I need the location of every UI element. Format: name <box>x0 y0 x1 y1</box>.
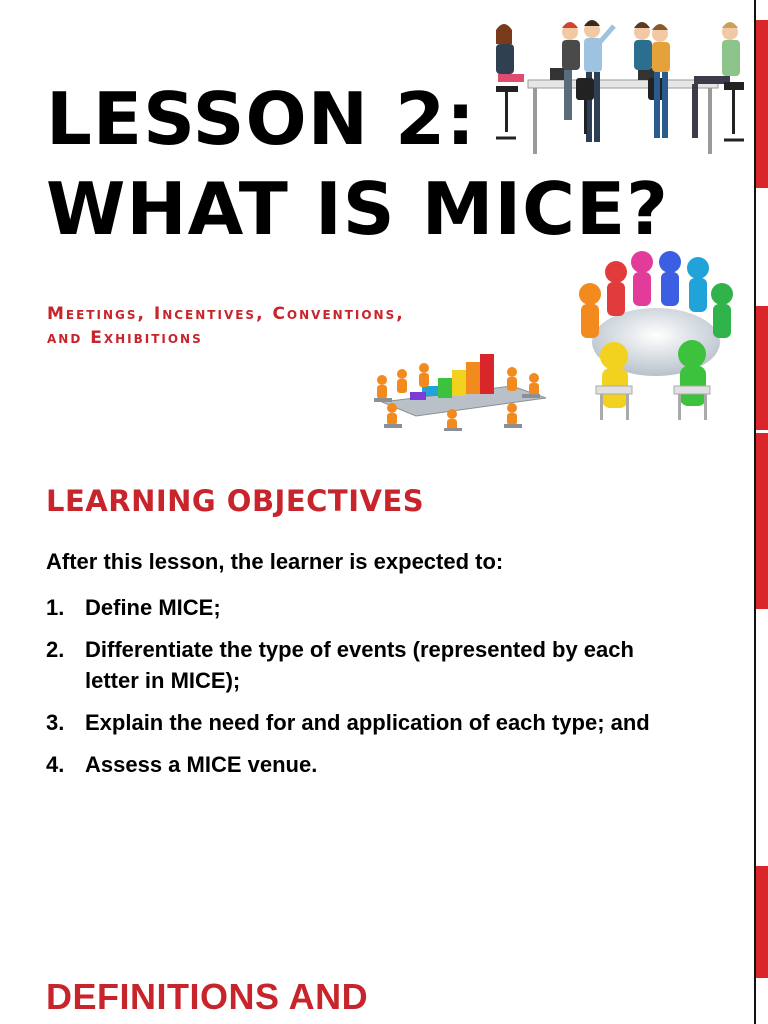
objectives-heading: LEARNING OBJECTIVES <box>46 484 425 518</box>
list-item-number: 4. <box>46 752 65 777</box>
list-item <box>46 749 686 780</box>
list-item-text: Explain the need for and application of each type; and <box>85 710 650 735</box>
list-item-text: Assess a MICE venue. <box>85 752 318 777</box>
definitions-title: DEFINITIONS AND <box>46 976 369 1017</box>
lesson-subtitle <box>47 302 567 350</box>
list-item <box>46 634 686 696</box>
slide-accent-bar <box>756 866 768 978</box>
round-table-people-illustration <box>556 246 750 432</box>
list-item <box>46 592 686 623</box>
office-meeting-people-illustration <box>488 20 750 158</box>
list-item-text: Differentiate the type of events (represented by each letter in MICE); <box>85 637 634 693</box>
subtitle-line2: and Exhibitions <box>47 328 203 348</box>
lesson-title-line2: WHAT IS MICE? <box>46 167 669 251</box>
slide-accent-bar <box>756 433 768 609</box>
slide-accent-bar <box>756 306 768 430</box>
objectives-list <box>46 592 686 791</box>
list-item-number: 2. <box>46 637 65 662</box>
conference-table-chart-illustration <box>362 350 558 432</box>
objectives-intro: After this lesson, the learner is expected to: <box>46 549 504 574</box>
list-item-number: 1. <box>46 595 65 620</box>
list-item-number: 3. <box>46 710 65 735</box>
slide-accent-bar <box>756 20 768 188</box>
list-item-text: Define MICE; <box>85 595 221 620</box>
subtitle-line1: Meetings, Incentives, Conventions, <box>47 304 405 324</box>
lesson-title-line1: LESSON 2: <box>46 77 476 161</box>
list-item <box>46 707 686 738</box>
